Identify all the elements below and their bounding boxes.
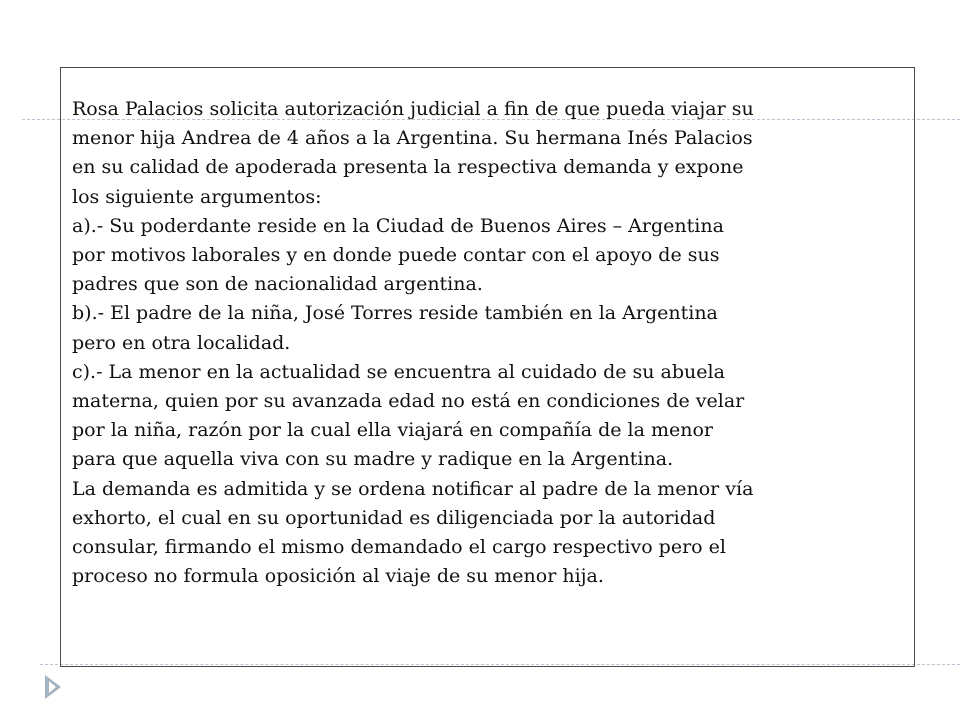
text-line: proceso no formula oposición al viaje de su menor hija.: [72, 565, 604, 588]
text-line: para que aquella viva con su madre y radique en la Argentina.: [72, 448, 674, 471]
text-line: c).- La menor en la actualidad se encuentra al cuidado de su abuela: [72, 360, 725, 383]
text-line: Rosa Palacios solicita autorización judicial a fin de que pueda viajar su: [72, 98, 754, 120]
text-line: por la niña, razón por la cual ella viajará en compañía de la menor: [72, 419, 714, 442]
text-line: pero en otra localidad.: [72, 331, 291, 354]
text-line: a).- Su poderdante reside en la Ciudad de Buenos Aires – Argentina: [72, 214, 724, 237]
text-line: padres que son de nacionalidad argentina.: [72, 273, 483, 296]
text-line: menor hija Andrea de 4 años a la Argentina. Su hermana Inés Palacios: [72, 127, 753, 150]
text-line: por motivos laborales y en donde puede contar con el apoyo de sus: [72, 244, 720, 267]
case-text-box: [60, 67, 915, 667]
text-line: La demanda es admitida y se ordena notificar al padre de la menor vía: [72, 477, 754, 500]
text-line: b).- El padre de la niña, José Torres reside también en la Argentina: [72, 302, 718, 325]
text-line: los siguiente argumentos:: [72, 185, 322, 208]
triangle-bullet-icon: [45, 675, 61, 699]
text-line: consular, firmando el mismo demandado el cargo respectivo pero el: [72, 536, 726, 559]
text-line: en su calidad de apoderada presenta la respectiva demanda y expone: [72, 156, 744, 179]
case-text: [72, 95, 904, 591]
text-line: materna, quien por su avanzada edad no está en condiciones de velar: [72, 390, 745, 413]
text-line: exhorto, el cual en su oportunidad es diligenciada por la autoridad: [72, 506, 716, 529]
